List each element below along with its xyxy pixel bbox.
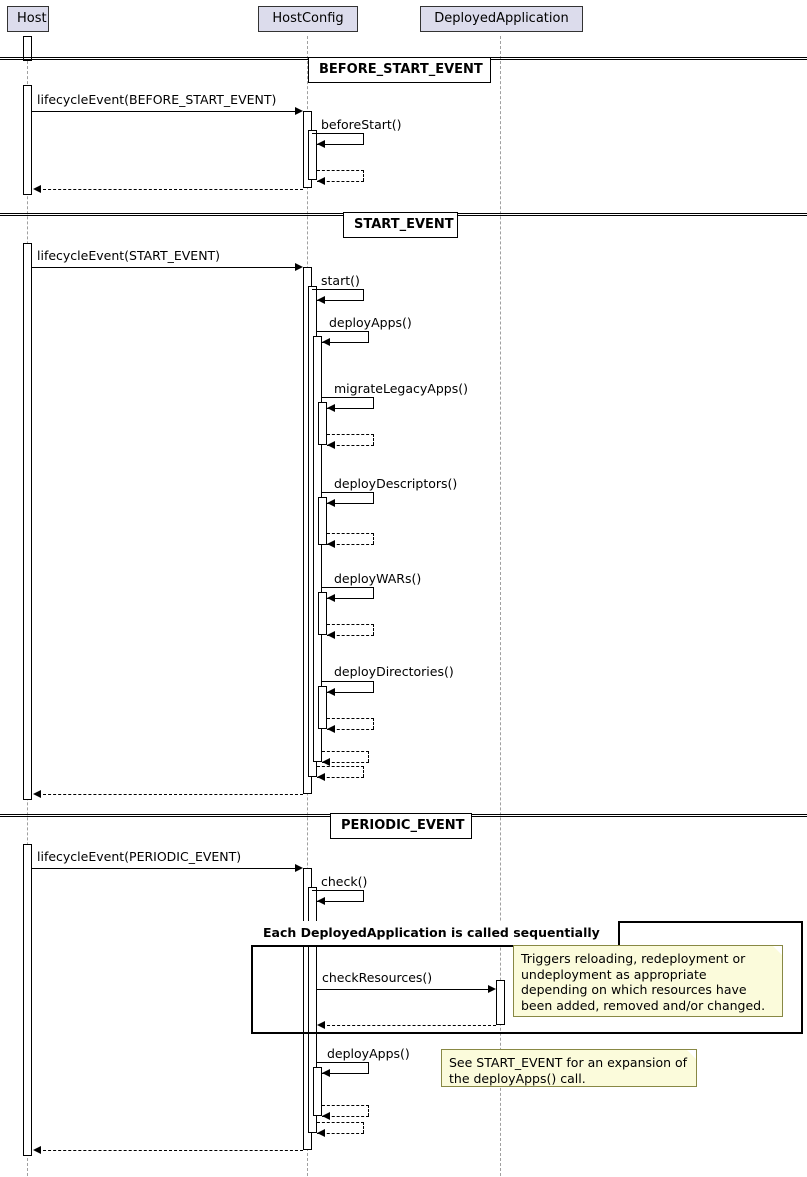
message-label-before-start: beforeStart() [321, 117, 402, 132]
return-side-migrate [373, 434, 374, 445]
arrowhead-selfcall-migrate [327, 404, 335, 412]
activation-hostconfig-before-start-inner [308, 130, 317, 180]
return-side-directories [373, 718, 374, 729]
return-top-check-periodic [317, 1122, 364, 1123]
return-side-before-start-inner [363, 170, 364, 181]
message-label-migrate-legacy-apps: migrateLegacyApps() [334, 381, 468, 396]
arrowhead-return-before-start-inner [317, 177, 325, 185]
arrowhead-return-deployapps-start [322, 758, 330, 766]
arrowhead-return-migrate [327, 441, 335, 449]
activation-hostconfig-wars [318, 592, 327, 635]
arrowhead-selfcall-directories [327, 688, 335, 696]
selfcall-side-deployapps-start [368, 331, 369, 342]
return-top-before-start-inner [317, 170, 364, 171]
selfcall-top-migrate [322, 397, 374, 398]
note-fold-icon [773, 946, 782, 955]
participant-hostconfig-label: HostConfig [272, 11, 344, 26]
message-arrow-check-resources [317, 989, 493, 990]
arrowhead-return-start-l2 [317, 773, 325, 781]
selfcall-top-deployapps-start [317, 331, 369, 332]
selfcall-side-check [363, 890, 364, 901]
arrowhead-lifecycle-start [295, 263, 303, 271]
note-check-resources [513, 945, 783, 1017]
arrowhead-return-deployapps-periodic [322, 1112, 330, 1120]
return-side-deployapps-periodic [368, 1105, 369, 1116]
selfcall-side-deployapps-periodic [368, 1062, 369, 1073]
selfcall-side-directories [373, 681, 374, 692]
selfcall-top-check [312, 890, 364, 891]
message-label-deployapps-start: deployApps() [329, 315, 412, 330]
note-fold-icon-2 [687, 1050, 696, 1059]
return-top-directories [327, 718, 374, 719]
message-arrow-lifecycle-start [32, 267, 300, 268]
message-label-deploy-directories: deployDirectories() [334, 664, 454, 679]
selfcall-side-start [363, 289, 364, 300]
selfcall-side-before-start [363, 133, 364, 144]
note-deployapps-periodic-text: See START_EVENT for an expansion of the deployApps() call. [449, 1055, 688, 1086]
activation-deployedapplication-check-resources [496, 980, 505, 1025]
arrowhead-selfcall-wars [327, 594, 335, 602]
return-side-check-periodic [363, 1122, 364, 1133]
arrowhead-selfcall-check [317, 897, 325, 905]
return-check-resources [322, 1025, 496, 1026]
return-side-descriptors [373, 533, 374, 544]
return-top-start-l2 [317, 766, 364, 767]
arrowhead-return-start-host [33, 790, 41, 798]
selfcall-top-wars [322, 587, 374, 588]
participant-deployedapplication-label: DeployedApplication [434, 11, 569, 26]
return-side-deployapps-start [368, 751, 369, 762]
message-arrow-lifecycle-before-start [32, 111, 300, 112]
participant-hostconfig[interactable] [258, 6, 358, 32]
return-top-migrate [327, 434, 374, 435]
selfcall-side-migrate [373, 397, 374, 408]
arrowhead-lifecycle-periodic [295, 864, 303, 872]
divider-label-periodic-event: PERIODIC_EVENT [330, 813, 472, 839]
activation-hostconfig-deployapps-periodic [313, 1067, 322, 1116]
arrowhead-return-before-start-host [33, 185, 41, 193]
arrowhead-return-periodic-host [33, 1146, 41, 1154]
arrowhead-selfcall-before-start [317, 140, 325, 148]
arrowhead-return-directories [327, 725, 335, 733]
return-top-descriptors [327, 533, 374, 534]
selfcall-top-directories [322, 681, 374, 682]
activation-hostconfig-migrate [318, 402, 327, 445]
return-top-deployapps-periodic [322, 1105, 369, 1106]
arrowhead-return-check-resources [317, 1021, 325, 1029]
participant-host-label: Host [17, 11, 47, 26]
activation-host-before-start [23, 85, 32, 195]
participant-host[interactable] [7, 6, 49, 32]
return-side-wars [373, 624, 374, 635]
activation-host-periodic [23, 844, 32, 1156]
arrowhead-return-descriptors [327, 540, 335, 548]
arrowhead-selfcall-deployapps-periodic [322, 1069, 330, 1077]
selfcall-top-before-start [312, 133, 364, 134]
activation-hostconfig-descriptors [318, 497, 327, 545]
message-label-deployapps-periodic: deployApps() [327, 1046, 410, 1061]
divider-label-start-event: START_EVENT [343, 212, 458, 238]
arrowhead-selfcall-start [317, 296, 325, 304]
message-arrow-lifecycle-periodic [32, 868, 300, 869]
message-label-lifecycle-periodic: lifecycleEvent(PERIODIC_EVENT) [37, 849, 242, 864]
arrowhead-lifecycle-before-start [295, 107, 303, 115]
message-label-deploy-descriptors: deployDescriptors() [334, 476, 458, 491]
message-label-check: check() [321, 874, 368, 889]
return-start-to-host [38, 794, 303, 795]
message-label-deploy-wars: deployWARs() [334, 571, 422, 586]
message-label-start: start() [321, 273, 360, 288]
note-check-resources-text: Triggers reloading, redeployment or undeployment as appropriate depending on which resources have been added, removed and/or changed. [521, 951, 766, 1013]
arrowhead-return-check-periodic [317, 1129, 325, 1137]
selfcall-side-descriptors [373, 492, 374, 503]
note-deployapps-periodic [441, 1049, 697, 1087]
return-top-deployapps-start [322, 751, 369, 752]
arrowhead-return-wars [327, 631, 335, 639]
message-label-check-resources: checkResources() [322, 970, 433, 985]
activation-hostconfig-directories [318, 686, 327, 729]
return-before-start-to-host [38, 189, 303, 190]
return-top-wars [327, 624, 374, 625]
divider-label-before-start-event: BEFORE_START_EVENT [308, 57, 491, 83]
return-side-start-l2 [363, 766, 364, 777]
selfcall-top-descriptors [322, 492, 374, 493]
message-label-lifecycle-before-start: lifecycleEvent(BEFORE_START_EVENT) [37, 92, 277, 107]
return-periodic-to-host [38, 1150, 303, 1151]
selfcall-side-wars [373, 587, 374, 598]
frame-label-sequential-loop: Each DeployedApplication is called sequentially [251, 921, 620, 947]
message-label-lifecycle-start: lifecycleEvent(START_EVENT) [37, 248, 221, 263]
arrowhead-selfcall-descriptors [327, 499, 335, 507]
arrowhead-selfcall-deployapps-start [322, 338, 330, 346]
selfcall-top-start [312, 289, 364, 290]
activation-host-start [23, 243, 32, 800]
selfcall-top-deployapps-periodic [317, 1062, 369, 1063]
participant-deployedapplication[interactable] [420, 6, 583, 32]
arrowhead-check-resources [488, 985, 496, 993]
